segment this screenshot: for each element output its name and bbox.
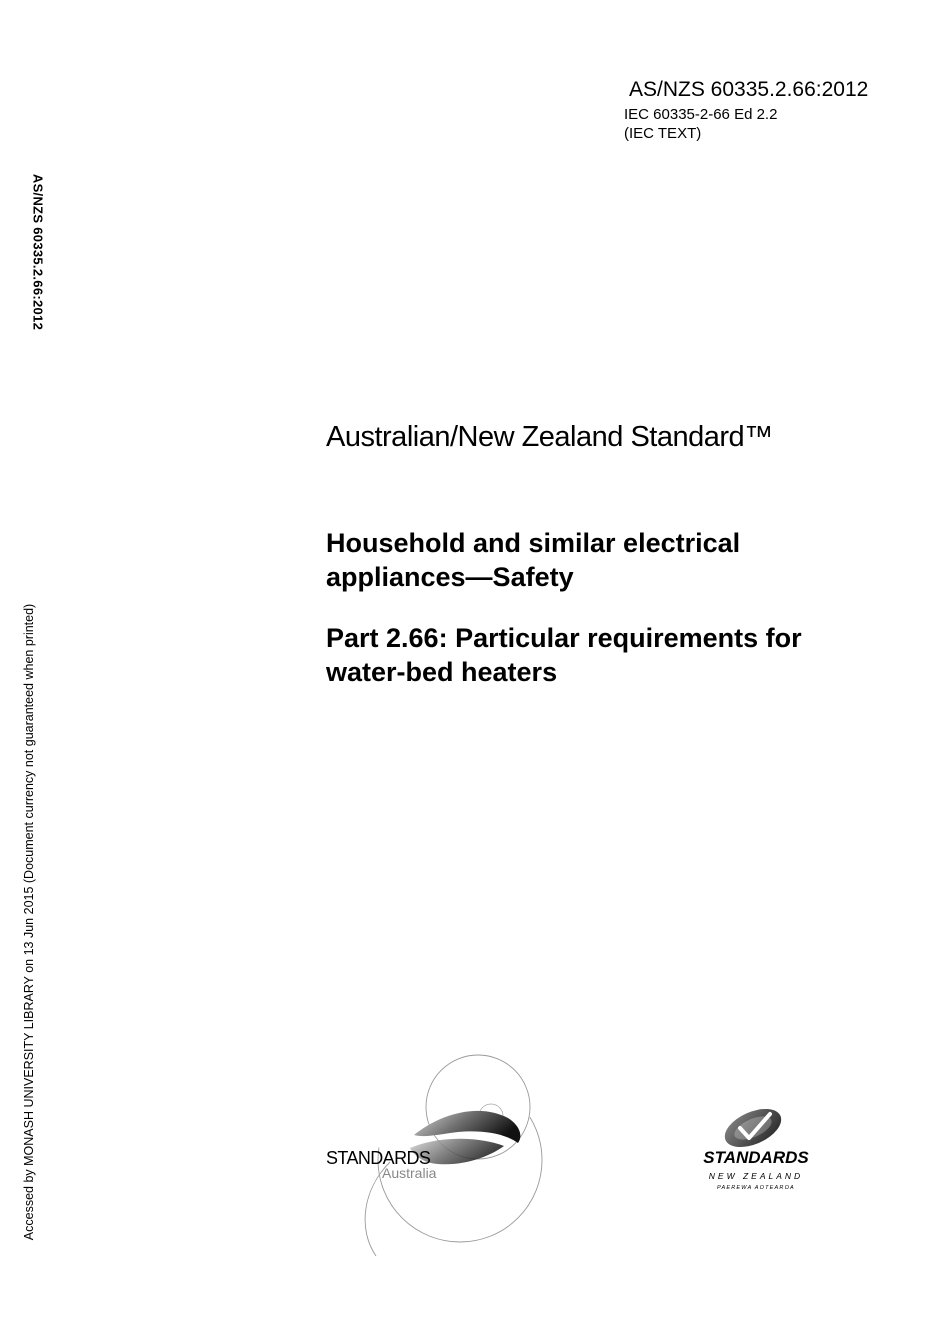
standards-new-zealand-logo <box>676 1100 836 1200</box>
spine-standard-code: AS/NZS 60335.2.66:2012 <box>30 173 46 331</box>
series-title: Australian/New Zealand Standard™ <box>326 421 773 453</box>
nz-logo-word-new-zealand: NEW ZEALAND <box>708 1171 804 1181</box>
part-title-line-1: Part 2.66: Particular requirements for <box>326 623 802 653</box>
sa-logo-word-standards: STANDARDS <box>326 1148 431 1168</box>
sa-logo-word-australia: Australia <box>382 1165 437 1181</box>
title-line-1: Household and similar electrical <box>326 528 741 558</box>
standard-code: AS/NZS 60335.2.66:2012 <box>629 78 869 101</box>
title-line-2: appliances—Safety <box>326 562 574 592</box>
iec-text-note: (IEC TEXT) <box>624 125 702 142</box>
standards-australia-logo <box>318 1040 548 1260</box>
iec-reference: IEC 60335-2-66 Ed 2.2 <box>624 106 778 123</box>
iec-reference-block <box>624 105 777 143</box>
nz-logo-word-standards: STANDARDS <box>703 1148 809 1167</box>
access-note: Accessed by MONASH UNIVERSITY LIBRARY on 13 Jun 2015 (Document currency not guaranteed when printed) <box>22 603 36 1241</box>
nz-logo-word-paerewa: PAEREWA AOTEAROA <box>717 1185 795 1191</box>
part-title-line-2: water-bed heaters <box>326 657 558 687</box>
document-title <box>326 526 886 689</box>
